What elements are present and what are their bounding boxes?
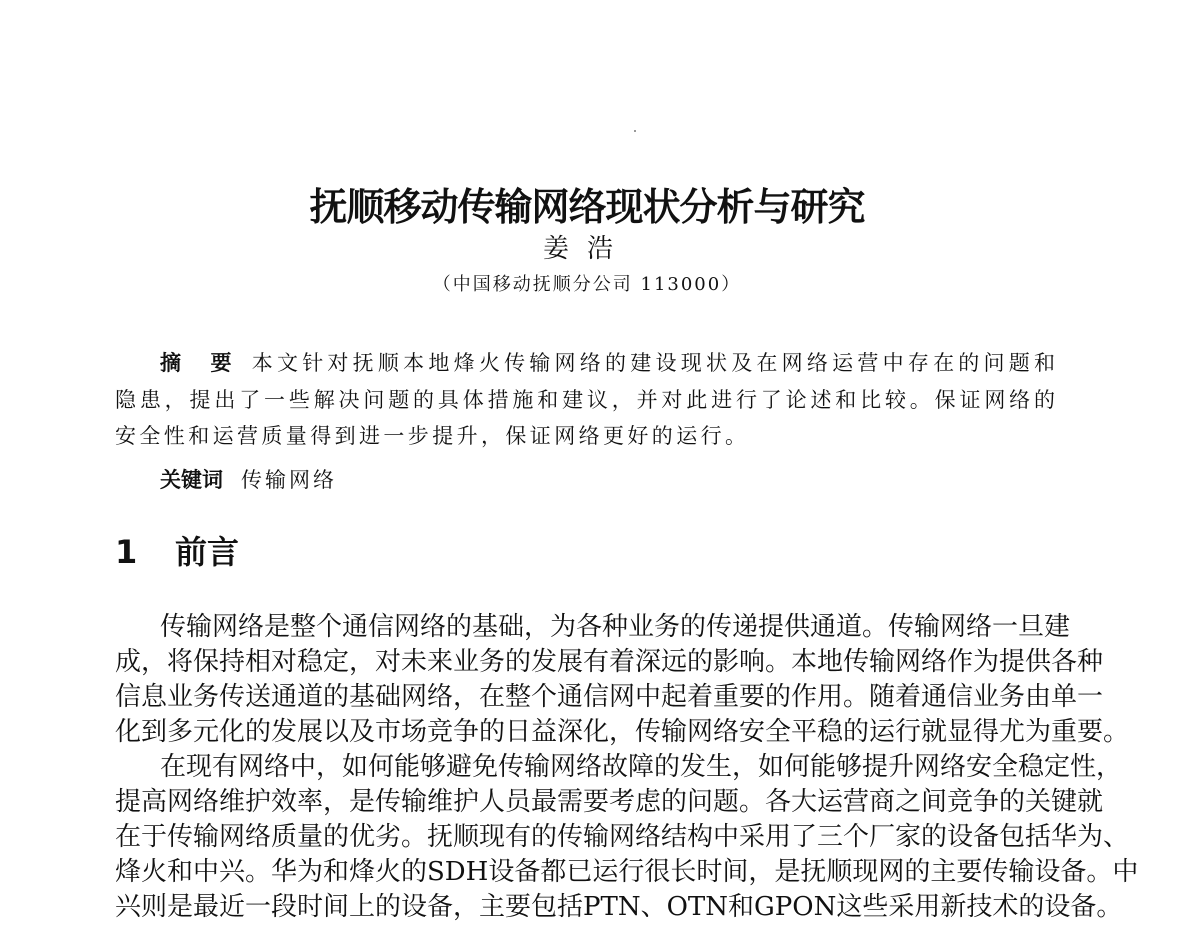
body-line: 在于传输网络质量的优劣。抚顺现有的传输网络结构中采用了三个厂家的设备包括华为、 xyxy=(115,822,1130,852)
body-line: 成，将保持相对稳定，对未来业务的发展有着深远的影响。本地传输网络作为提供各种 xyxy=(115,647,1104,677)
body-line: 化到多元化的发展以及市场竞争的日益深化，传输网络安全平稳的运行就显得尤为重要。 xyxy=(115,717,1130,747)
abstract-line-1: 摘 要 本文针对抚顺本地烽火传输网络的建设现状及在网络运营中存在的问题和 xyxy=(160,351,1056,375)
keywords-value: 传输网络 xyxy=(241,468,337,492)
section-heading: 1 前言 xyxy=(115,533,240,571)
body-line: 信息业务传送通道的基础网络，在整个通信网中起着重要的作用。随着通信业务由单一 xyxy=(115,682,1104,712)
body-line: 兴则是最近一段时间上的设备，主要包括PTN、OTN和GPON这些采用新技术的设备。 xyxy=(115,892,1123,922)
abstract-line-2: 隐患，提出了一些解决问题的具体措施和建议，并对此进行了论述和比较。保证网络的 xyxy=(115,388,1055,412)
keywords-label: 关键词 xyxy=(160,468,223,492)
author: 姜浩 xyxy=(542,234,631,264)
scan-speck xyxy=(634,130,636,132)
body-line: 提高网络维护效率，是传输维护人员最需要考虑的问题。各大运营商之间竞争的关键就 xyxy=(115,787,1104,817)
page-title: 抚顺移动传输网络现状分析与研究 xyxy=(309,185,865,229)
body-line: 烽火和中兴。华为和烽火的SDH设备都已运行很长时间，是抚顺现网的主要传输设备。中 xyxy=(115,857,1139,887)
abstract-line-3: 安全性和运营质量得到进一步提升，保证网络更好的运行。 xyxy=(115,424,750,448)
abstract-label: 摘 要 xyxy=(160,351,236,375)
affiliation: （中国移动抚顺分公司 113000） xyxy=(432,274,742,295)
body-line: 传输网络是整个通信网络的基础，为各种业务的传递提供通道。传输网络一旦建 xyxy=(160,612,1071,642)
body-line: 在现有网络中，如何能够避免传输网络故障的发生，如何能够提升网络安全稳定性， xyxy=(160,752,1123,782)
keywords xyxy=(160,464,337,494)
